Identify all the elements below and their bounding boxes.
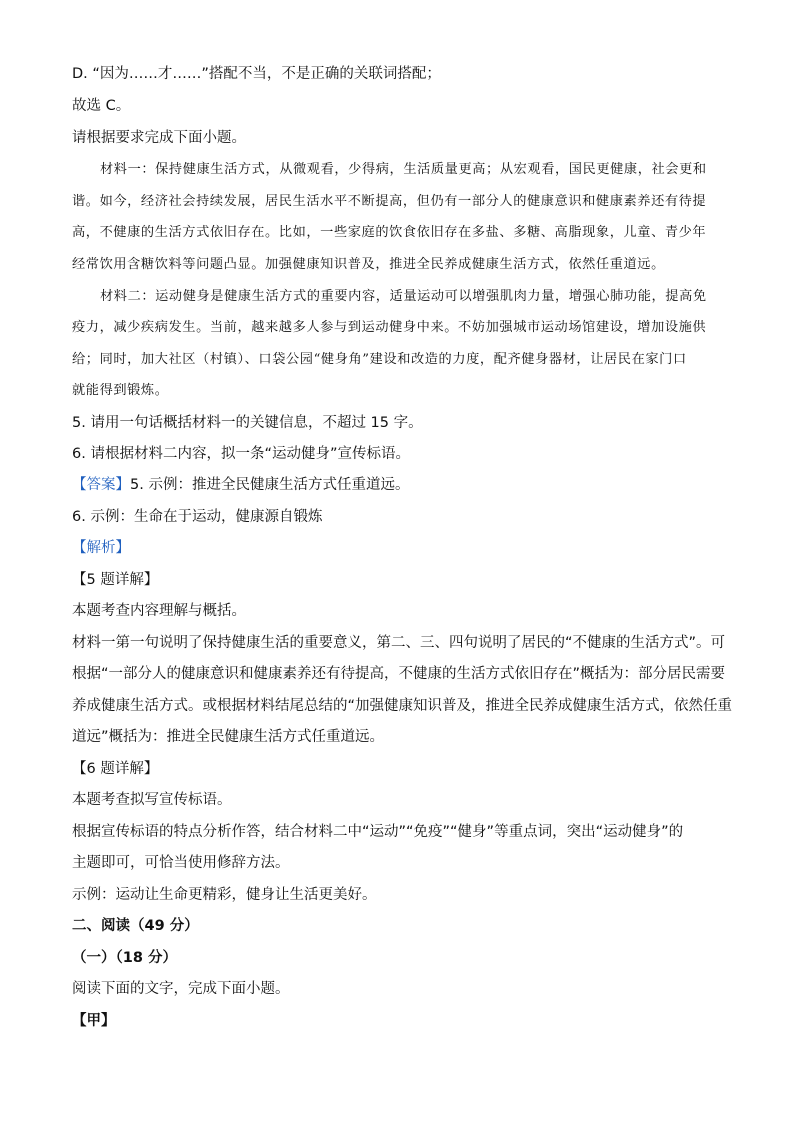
answer-tag: 【答案】 xyxy=(72,477,130,493)
material-two-line: 就能得到锻炼。 xyxy=(72,383,169,398)
material-one-line: 经常饮用含糖饮料等问题凸显。加强健康知识普及，推进全民养成健康生活方式，依然任重道远。 xyxy=(72,257,665,272)
instruction-line: 请根据要求完成下面小题。 xyxy=(72,130,246,146)
q5-detail-line: 材料一第一句说明了保持健康生活的重要意义，第二、三、四句说明了居民的“不健康的生活方式”。可 xyxy=(72,635,726,651)
material-two-line: 疫力，减少疾病发生。当前，越来越多人参与到运动健身中来。不妨加强城市运动场馆建设，增加设施供 xyxy=(72,320,707,335)
material-two-line: 给；同时，加大社区（村镇）、口袋公园“健身角”建设和改造的力度，配齐健身器材，让居民在家门口 xyxy=(72,352,687,367)
material-one-line: 高，不健康的生活方式依旧存在。比如，一些家庭的饮食依旧存在多盐、多糖、高脂现象，儿童、青少年 xyxy=(72,225,707,240)
q6-detail-line: 主题即可，可恰当使用修辞方法。 xyxy=(72,855,290,871)
answer-6-line: 6. 示例：生命在于运动，健康源自锻炼 xyxy=(72,509,323,525)
q5-detail-line: 道远”概括为：推进全民健康生活方式任重道远。 xyxy=(72,729,385,745)
answer-5-text: 5. 示例：推进全民健康生活方式任重道远。 xyxy=(130,477,410,493)
choose-c-line: 故选 C。 xyxy=(72,98,131,114)
q6-detail-heading: 【6 题详解】 xyxy=(72,761,159,777)
q6-example-line: 示例：运动让生命更精彩，健身让生活更美好。 xyxy=(72,887,377,903)
material-one-line: 谐。如今，经济社会持续发展，居民生活水平不断提高，但仍有一部分人的健康意识和健康素养还有待提 xyxy=(72,194,707,209)
q5-detail-line: 本题考查内容理解与概括。 xyxy=(72,603,246,619)
option-d-line: D. “因为……才……”搭配不当，不是正确的关联词搭配； xyxy=(72,66,441,82)
q6-detail-line: 根据宣传标语的特点分析作答，结合材料二中“运动”“免疫”“健身”等重点词，突出“运动健身”的 xyxy=(72,824,684,840)
section-heading: 二、阅读（49 分） xyxy=(72,918,199,934)
reading-instruction: 阅读下面的文字，完成下面小题。 xyxy=(72,981,290,997)
analysis-tag: 【解析】 xyxy=(72,540,130,556)
answer-line xyxy=(72,475,724,495)
question-5: 5. 请用一句话概括材料一的关键信息，不超过 15 字。 xyxy=(72,415,423,431)
q5-detail-line: 养成健康生活方式。或根据材料结尾总结的“加强健康知识普及，推进全民养成健康生活方式，依然任重 xyxy=(72,698,733,714)
question-6: 6. 请根据材料二内容，拟一条“运动健身”宣传标语。 xyxy=(72,446,410,462)
subsection-heading: （一）（18 分） xyxy=(72,950,177,966)
material-one-line: 材料一：保持健康生活方式，从微观看，少得病，生活质量更高；从宏观看，国民更健康，社会更和 xyxy=(100,162,707,177)
q5-detail-line: 根据“一部分人的健康意识和健康素养还有待提高，不健康的生活方式依旧存在”概括为：部分居民需要 xyxy=(72,666,726,682)
material-two-line: 材料二：运动健身是健康生活方式的重要内容，适量运动可以增强肌肉力量，增强心肺功能，提高免 xyxy=(100,289,707,304)
q5-detail-heading: 【5 题详解】 xyxy=(72,572,159,588)
q6-detail-line: 本题考查拟写宣传标语。 xyxy=(72,792,232,808)
passage-a-label: 【甲】 xyxy=(72,1013,116,1029)
